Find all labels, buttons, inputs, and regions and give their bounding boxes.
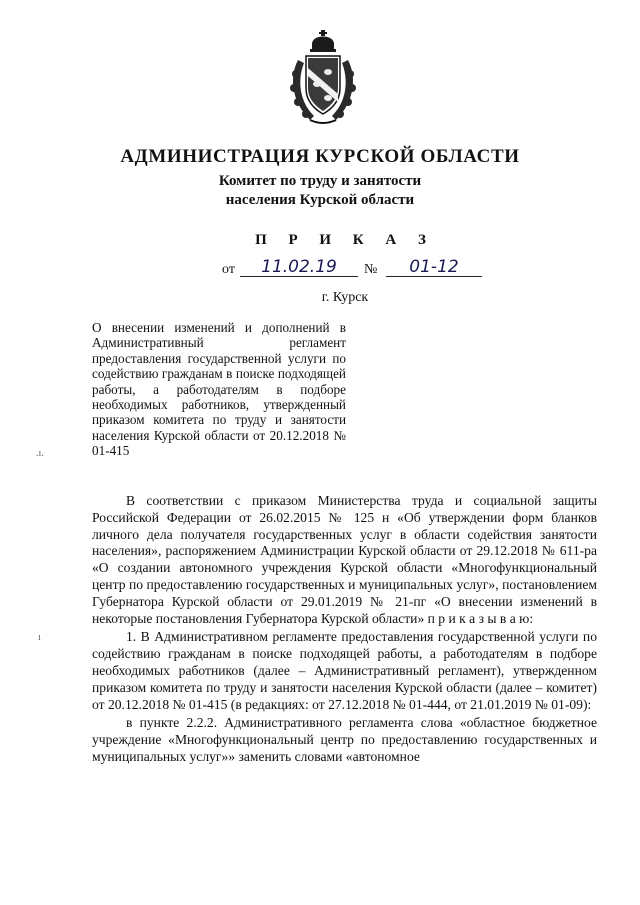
coat-of-arms-icon [288,30,358,128]
committee-line-1: Комитет по труду и занятости [218,173,422,189]
body-paragraph-3: в пункте 2.2.2. Административного регламента слова «областное бюджетное учреждение «Многофункциональный центр по предоставлению государственных и муниципальных услуг»» заменить словами «автономное [92,715,597,764]
date-prefix: от [222,262,235,277]
committee-line-2: населения Курской области [225,192,415,208]
order-title: П Р И К А З [255,232,435,248]
order-body [92,493,597,766]
organization-title: АДМИНИСТРАЦИЯ КУРСКОЙ ОБЛАСТИ [120,146,520,167]
order-date-handwritten: 11.02.19 [240,258,358,277]
number-prefix: № [364,262,378,277]
city: г. Курск [321,290,369,305]
order-number-handwritten: 01-12 [386,258,482,277]
order-subject: О внесении изменений и дополнений в Административный регламент предоставления государственной услуги по содействию гражданам в поиске подходящей работы, а работодателям в подборе необходимых работников, утвержденный приказом комитета по труду и занятости населения Курской области от 20.12.2018 № 01-415 [92,320,346,459]
scan-mark: ı [38,632,41,643]
order-date-number [222,258,482,280]
scan-mark: .ı. [36,448,44,459]
body-paragraph-1: В соответствии с приказом Министерства труда и социальной защиты Российской Федерации от 26.02.2015 № 125 н «Об утверждении форм бланков личного дела получателя государственных услуг в области содействия занятости населения», распоряжением Администрации Курской области от 29.12.2018 № 611-ра «О создании автономного учреждения Курской области «Многофункциональный центр по предоставлению государственных и муниципальных услуг», постановлением Губернатора Курской области от 29.01.2019 № 21-пг «О внесении изменений в некоторые постановления Губернатора Курской области» п р и к а з ы в а ю: [92,493,597,626]
body-paragraph-2: 1. В Административном регламенте предоставления государственной услуги по содействию гражданам в поиске подходящей работы, а работодателям в подборе необходимых работников (далее – Административный регламент), утвержденном приказом комитета по труду и занятости населения Курской области (далее – комитет) от 20.12.2018 № 01-415 (в редакциях: от 27.12.2018 № 01-444, от 21.01.2019 № 01-09): [92,629,597,712]
committee-name [0,172,640,210]
